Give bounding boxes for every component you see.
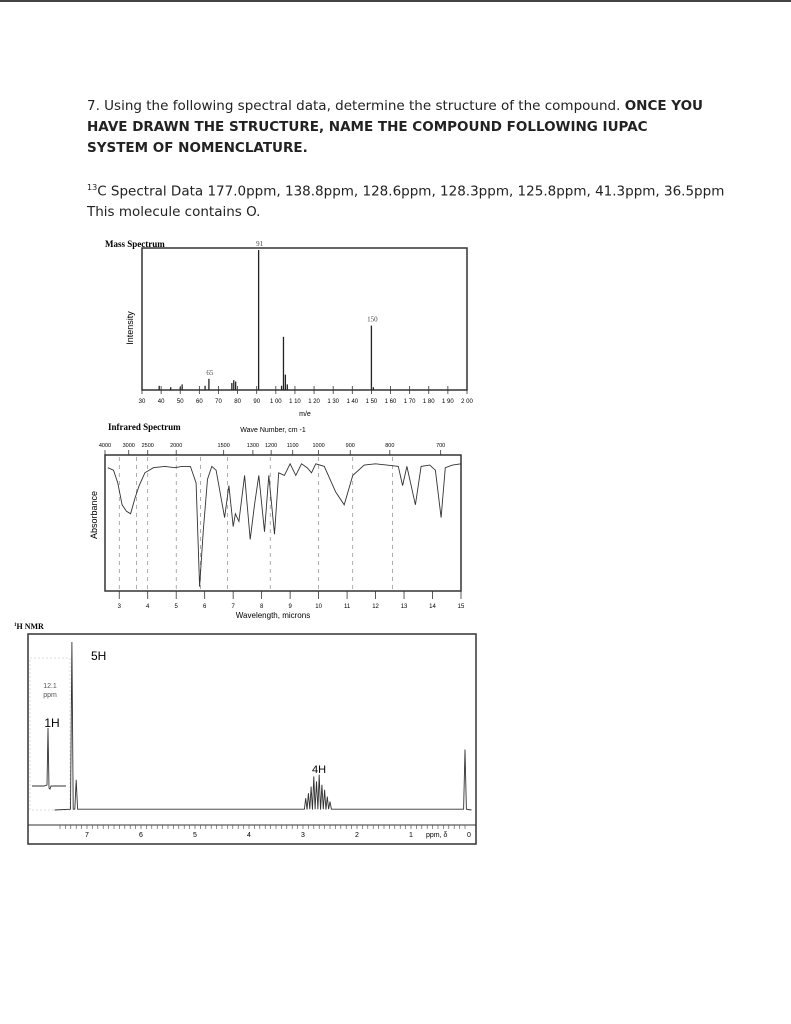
ir-tick-label: 3 — [117, 604, 121, 610]
ms-tick-label: 1 30 — [327, 399, 340, 405]
scan-edge — [0, 0, 791, 2]
ir-top-tick-label: 700 — [436, 443, 446, 449]
nmr-xlabel: ppm, δ — [426, 832, 448, 839]
ir-tick-label: 11 — [343, 604, 351, 610]
ir-tick-label: 5 — [174, 604, 178, 610]
c13-note: This molecule contains O. — [87, 203, 261, 220]
nmr-tick-label: 6 — [139, 832, 143, 839]
ir-top-tick-label: 1500 — [217, 443, 230, 449]
nmr-tick-label: 5 — [193, 832, 197, 839]
nmr-plot-frame — [28, 634, 476, 844]
ir-top-tick-label: 1200 — [265, 443, 278, 449]
ms-tick-label: 1 10 — [289, 399, 301, 405]
question-instruction: ONCE YOU HAVE DRAWN THE STRUCTURE, NAME THE COMPOUND FOLLOWING IUPAC SYSTEM OF NOMENCLATURE. — [87, 98, 704, 156]
ir-plot-frame — [105, 455, 461, 591]
nmr-spectrum-panel — [14, 618, 480, 850]
c13-data — [87, 178, 727, 222]
nmr-tick-label: 7 — [85, 832, 89, 839]
ir-tick-label: 6 — [203, 604, 207, 610]
ms-tick-label: 80 — [234, 399, 241, 405]
c13-label: C Spectral Data — [97, 183, 204, 200]
ir-gridlines — [119, 457, 392, 590]
ms-ticks — [139, 386, 474, 405]
ms-tick-label: 1 60 — [384, 399, 397, 405]
ms-tick-label: 60 — [196, 399, 203, 405]
ir-tick-label: 15 — [457, 604, 465, 610]
ir-tick-label: 12 — [372, 604, 379, 610]
ms-tick-label: 1 20 — [308, 399, 320, 405]
ms-tick-label: 50 — [176, 399, 184, 405]
nmr-inset-box — [30, 658, 70, 810]
nmr-inset-label: 1H — [44, 716, 60, 730]
nmr-tick-label: 4 — [247, 832, 251, 839]
ir-top-tick-label: 1100 — [286, 443, 299, 449]
ir-top-tick-label: 1300 — [246, 443, 260, 449]
ir-tick-label: 10 — [315, 604, 322, 610]
c13-superscript: 13 — [87, 183, 98, 192]
ir-tick-label: 7 — [231, 604, 235, 610]
ir-tick-label: 4 — [146, 604, 150, 610]
ir-tick-label: 8 — [259, 604, 264, 610]
ir-top-tick-label: 900 — [345, 443, 355, 449]
ms-tick-label: 90 — [253, 399, 261, 405]
ir-top-tick-label: 4000 — [98, 443, 112, 449]
ir-title: Infrared Spectrum — [108, 422, 181, 432]
question-prompt: 7. Using the following spectral data, determine the structure of the compound. — [87, 98, 621, 114]
ir-top-tick-label: 2500 — [141, 443, 154, 449]
ms-xlabel: m/e — [299, 411, 311, 418]
ms-tick-label: 1 40 — [346, 399, 359, 405]
ms-tick-label: 1 90 — [442, 399, 454, 405]
ir-tick-label: 14 — [429, 604, 436, 610]
ms-tick-label: 30 — [138, 399, 146, 405]
ir-top-ticks — [99, 443, 445, 455]
nmr-tick-label: 2 — [355, 832, 359, 839]
ms-peak-label: 91 — [256, 240, 264, 248]
nmr-inset-unit: ppm — [43, 692, 57, 699]
ir-xlabel: Wavelength, microns — [235, 611, 311, 620]
ms-tick-label: 1 50 — [365, 399, 378, 405]
nmr-title-sup: 1 — [14, 623, 17, 628]
ms-ylabel: Intensity — [125, 311, 135, 345]
mass-spectrum-panel — [95, 236, 515, 422]
ms-peaks — [159, 250, 373, 390]
question-text — [87, 96, 707, 159]
nmr-ticks — [60, 825, 471, 839]
ms-peak-labels — [206, 240, 378, 377]
nmr-label-5h: 5H — [91, 649, 107, 663]
ir-trace — [108, 464, 461, 587]
ir-bottom-ticks — [118, 591, 465, 610]
nmr-inset-ppm: 12.1 — [43, 683, 57, 690]
nmr-tick-label: 3 — [301, 832, 305, 839]
c13-line — [87, 178, 727, 202]
ir-tick-label: 13 — [400, 604, 408, 610]
ir-top-tick-label: 1000 — [312, 443, 325, 449]
ms-peak-label: 150 — [367, 315, 378, 324]
ir-top-tick-label: 2000 — [170, 443, 183, 449]
ir-x2label: Wave Number, cm -1 — [240, 427, 306, 434]
nmr-inset-trace — [32, 728, 66, 789]
ms-plot-frame — [142, 248, 467, 390]
ms-tick-label: 1 00 — [269, 399, 282, 405]
ms-tick-label: 1 80 — [422, 399, 435, 405]
c13-values: 177.0ppm, 138.8ppm, 128.6ppm, 128.3ppm, 125.8ppm, 41.3ppm, 36.5ppm — [207, 183, 725, 200]
ms-tick-label: 1 70 — [403, 399, 416, 405]
ir-top-tick-label: 3000 — [122, 443, 135, 449]
ms-peak-label: 65 — [206, 368, 214, 377]
ir-top-tick-label: 800 — [385, 443, 395, 449]
nmr-label-4h: 4H — [312, 764, 327, 776]
nmr-title-text: H NMR — [16, 622, 44, 631]
nmr-tick-label: 0 — [467, 832, 471, 839]
nmr-tick-label: 1 — [409, 832, 413, 839]
ir-tick-label: 9 — [288, 604, 292, 610]
nmr-trace — [55, 642, 472, 810]
ms-tick-label: 40 — [157, 399, 165, 405]
ir-ylabel: Absorbance — [89, 490, 99, 540]
ms-title: Mass Spectrum — [105, 239, 165, 249]
nmr-title — [14, 622, 44, 631]
ir-spectrum-panel — [88, 420, 478, 625]
ms-tick-label: 70 — [215, 399, 222, 405]
ms-tick-label: 2 00 — [461, 399, 473, 405]
